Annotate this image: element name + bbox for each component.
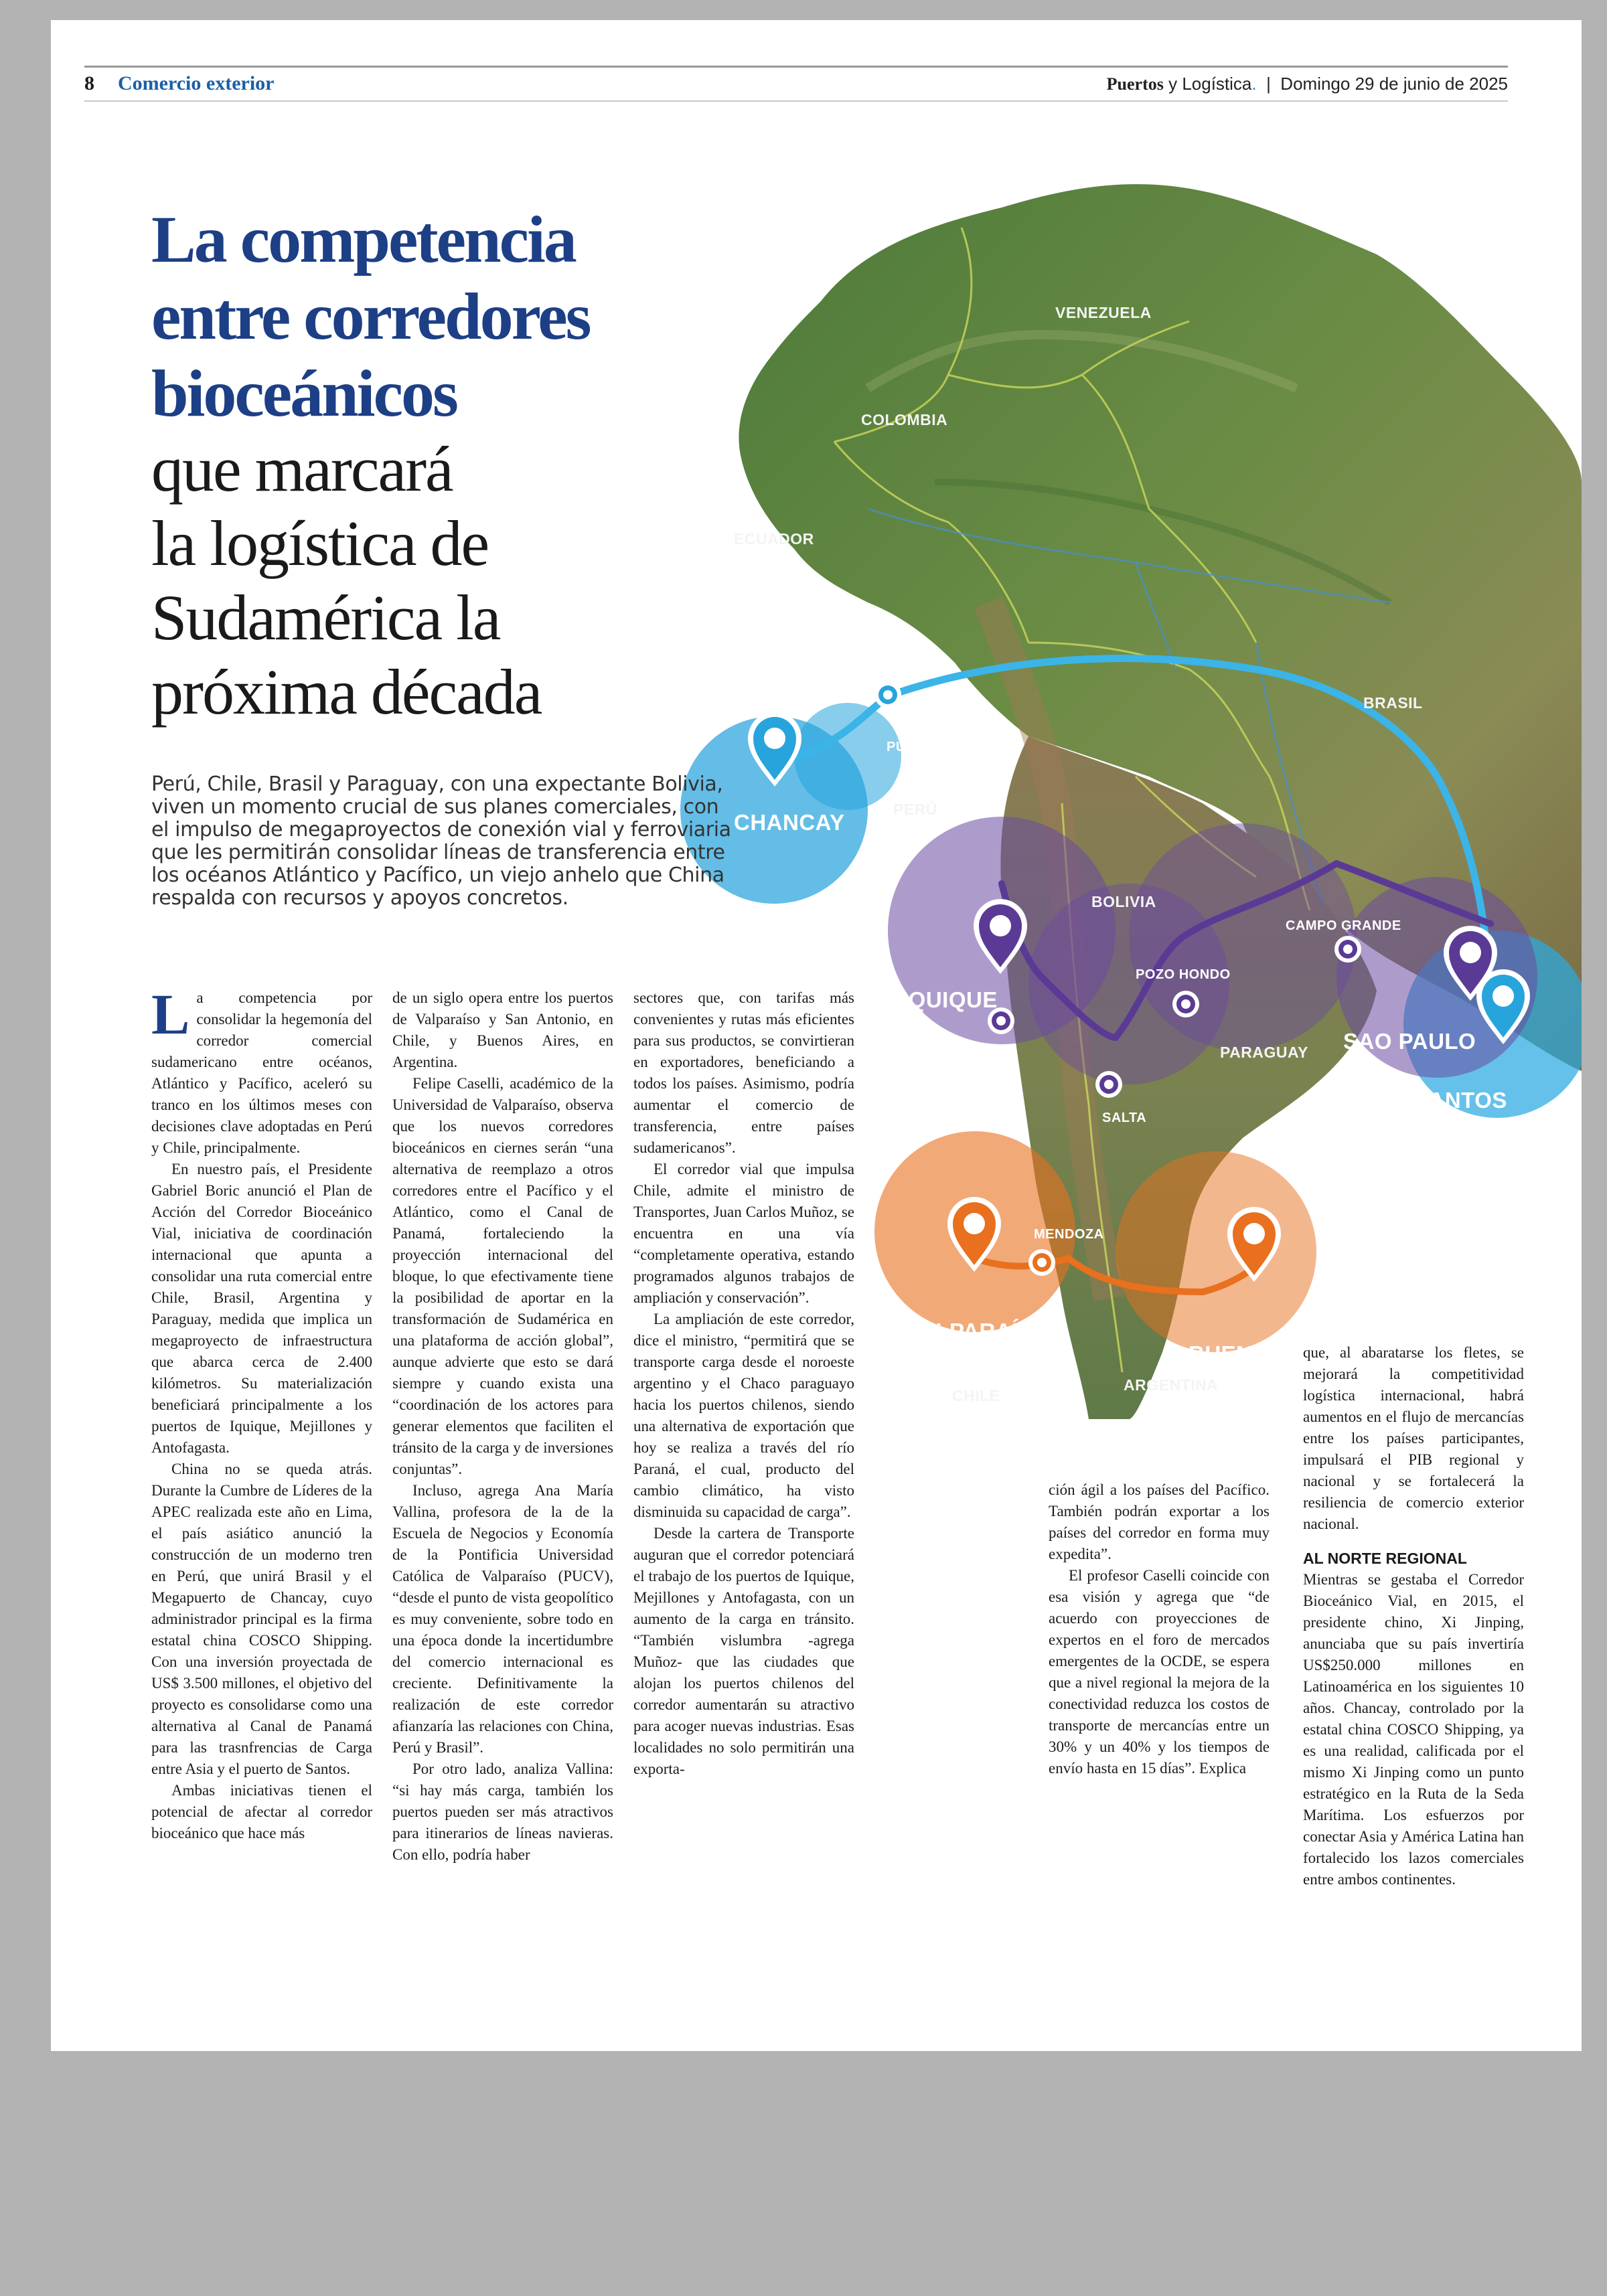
paragraph: Felipe Caselli, académico de la Universidad de Valparaíso, observa que los nuevos corredores bioceánicos en ciernes serán “una alternativa de reemplazo a otros corredores entre el Pacífico y el Atlántico, como el Canal de Panamá, fortaleciendo la proyección internacional del bloque, lo que efectivamente tiene la posibilidad de aportar en la transformación de Sudamérica en una plataforma de acción global”, aunque advierte que esto se dará siempre y cuando exista una “coordinación de los actores para generar elementos que faciliten el tránsito de la carga y de inversiones conjuntas”. xyxy=(392,1075,613,1477)
body-column-5 xyxy=(1303,1342,1524,1890)
label-mendoza: MENDOZA xyxy=(1034,1227,1104,1242)
pin-salta xyxy=(1095,1071,1122,1098)
subhead: AL NORTE REGIONAL xyxy=(1303,1550,1467,1567)
paragraph: En nuestro país, el Presidente Gabriel Boric anunció el Plan de Acción del Corredor Bioceánico Vial, iniciativa de coordinación internacional que apunta a consolidar una ruta comercial entre Chile, Brasil, Argentina y Paraguay, medida que implica un megaproyecto de infraestructura que abarca cerca de 2.400 kilómetros. Su materialización beneficiará principalmente a los puertos de Iquique, Mejillones y Antofagasta. xyxy=(151,1161,372,1456)
headline-line-3: bioceánicos xyxy=(151,356,457,430)
label-brasil: BRASIL xyxy=(1363,694,1423,712)
publication-dot: . xyxy=(1251,74,1257,94)
label-chancay: CHANCAY xyxy=(734,810,845,835)
label-sao-paulo: SAO PAULO xyxy=(1343,1029,1476,1054)
headline-line-4: que marcará xyxy=(151,433,453,505)
label-pucallpa: PUCALLPA xyxy=(887,740,962,754)
headline-line-1: La competencia xyxy=(151,202,575,276)
label-bolivia: BOLIVIA xyxy=(1091,893,1156,910)
buenos-aires-zone xyxy=(1116,1151,1316,1352)
headline-line-5: la logística de xyxy=(151,507,489,579)
header-rule xyxy=(84,66,1508,68)
label-buenos-aires: BUENOS AIRES xyxy=(1189,1341,1360,1366)
publication-name: Puertos xyxy=(1106,74,1164,94)
paragraph: El corredor vial que impulsa Chile, admite el ministro de Transportes, Juan Carlos Muñoz, se encuentra en una vía “completamente operativa, estando programados algunos trabajos de ampliación y conservación”. xyxy=(633,1161,854,1306)
pin-pozo-hondo xyxy=(1172,991,1199,1017)
headline-line-2: entre corredores xyxy=(151,279,590,353)
pin-campo-grande xyxy=(1334,936,1361,963)
paragraph: Ambas iniciativas tienen el potencial de afectar al corredor bioceánico que hace más xyxy=(151,1782,372,1841)
label-salta: SALTA xyxy=(1102,1111,1147,1125)
label-peru: PERÚ xyxy=(893,801,937,818)
paragraph: El profesor Caselli coincide con esa visión y agrega que “de acuerdo con proyecciones de expertos en el foro de mercados emergentes de la OCDE, se espera que a nivel regional la mejora de la conectividad reduzca los costos de transporte de mercancías entre un 30% y un 40% y los tiempos de envío hasta en 15 días”. Explica xyxy=(1049,1567,1270,1777)
publication-name-rest: y Logística xyxy=(1168,74,1252,94)
pucallpa-zone xyxy=(794,703,901,810)
paragraph: Desde la cartera de Transporte auguran que el corredor potenciará el trabajo de los puertos de Iquique, Mejillones y Antofagasta, con un aumento de la carga en tránsito. “También vislumbra -agrega Muñoz- que las ciudades que alojan los puertos chilenos del corredor aumentarán su atractivo para acoger nuevas industrias. Esas localidades no solo permitirán una exporta- xyxy=(633,1525,854,1777)
label-iquique: IQUIQUE xyxy=(902,987,998,1012)
paragraph: sectores que, con tarifas más convenientes y rutas más eficientes para sus productos, se convirtieran en exportadores, beneficiando a todos los países. Asimismo, podría aumentar el comercio de transferencia, entre países sudamericanos”. xyxy=(633,989,854,1156)
drop-cap: L xyxy=(151,982,190,1046)
label-ecuador: ECUADOR xyxy=(734,530,814,548)
publication-info: Puertos y Logística. | Domingo 29 de junio de 2025 xyxy=(1106,74,1508,94)
body-column-3 xyxy=(633,987,854,1780)
headline-line-6: Sudamérica la xyxy=(151,582,500,653)
pin-mendoza xyxy=(1028,1249,1055,1276)
label-campo-grande: CAMPO GRANDE xyxy=(1286,918,1401,933)
label-chile: CHILE xyxy=(952,1387,1000,1404)
label-paraguay: PARAGUAY xyxy=(1220,1044,1308,1061)
headline-line-7: próxima década xyxy=(151,656,542,728)
newspaper-page xyxy=(51,20,1582,2051)
body-column-4 xyxy=(1049,1479,1270,1779)
paragraph: La ampliación de este corredor, dice el ministro, “permitirá que se transporte carga desde el noroeste argentino y el Chaco paraguayo hacia los puertos chilenos, siendo una alternativa de exportación que hoy se realiza a través del río Paraná, el cual, producto del cambio climático, ha visto disminuida su capacidad de carga”. xyxy=(633,1311,854,1520)
paragraph: Por otro lado, analiza Vallina: “si hay más carga, también los puertos pueden ser más atractivos para itinerarios de líneas navieras. Con ello, podría haber xyxy=(392,1760,613,1863)
label-mejillones: MEJILLONES xyxy=(915,1048,1004,1063)
issue-date: Domingo 29 de junio de 2025 xyxy=(1280,74,1508,94)
label-santos: SANTOS xyxy=(1413,1088,1507,1113)
paragraph xyxy=(151,982,372,1159)
lead-paragraph: Perú, Chile, Brasil y Paraguay, con una expectante Bolivia, viven un momento crucial de sus planes comerciales, con el impulso de megaproyectos de conexión vial y ferroviaria que les permitirán consolidar líneas de transferencia entre los océanos Atlántico y Pacífico, un viejo anhelo que China respalda con recursos y apoyos concretos. xyxy=(151,772,731,910)
body-column-2 xyxy=(392,987,613,1866)
paragraph: ción ágil a los países del Pacífico. También podrán exportar a los países del corredor en forma muy expedita”. xyxy=(1049,1481,1270,1562)
salta-zone xyxy=(1028,884,1229,1084)
label-pozo-hondo: POZO HONDO xyxy=(1136,967,1231,982)
label-colombia: COLOMBIA xyxy=(861,411,948,428)
paragraph: de un siglo opera entre los puertos de Valparaíso y San Antonio, en Chile, y Buenos Aires, en Argentina. xyxy=(392,989,613,1070)
label-argentina: ARGENTINA xyxy=(1124,1376,1219,1394)
paragraph: que, al abaratarse los fletes, se mejorará la competitividad logística internacional, habrá aumentos en el flujo de mercancías entre los países participantes, impulsará el PIB regional y nacional y se fortalecerá la resiliencia de comercio exterior nacional. xyxy=(1303,1344,1524,1532)
headline xyxy=(151,201,754,729)
paragraph: China no se queda atrás. Durante la Cumbre de Líderes de la APEC realizada este año en Lima, el país asiático anunció la construcción de un moderno tren en Perú, que unirá Brasil y el Megapuerto de Chancay, cuyo administrador principal es la firma estatal china COSCO Shipping. Con una inversión proyectada de US$ 3.500 millones, el objetivo del proyecto es consolidarse como una alternativa al Canal de Panamá para las trasnfrencias de Carga entre Asia y el puerto de Santos. xyxy=(151,1461,372,1777)
paragraph: Incluso, agrega Ana María Vallina, profesora de la de la Escuela de Negocios y Economía de la Pontificia Universidad Católica de Valparaíso (PUCV), “desde el punto de vista geopolítico es muy conveniente, sobre todo en una época donde la incertidumbre del comercio internacional es creciente. Definitivamente la realización de este corredor afianzaría las relaciones con China, Perú y Brasil”. xyxy=(392,1482,613,1756)
header-rule-bottom xyxy=(84,100,1508,102)
paragraph: Mientras se gestaba el Corredor Bioceánico Vial, en 2015, el presidente chino, Xi Jinping, anunciaba que su país invertiría US$250.000 millones en Latinoamérica en los siguientes 10 años. Chancay, controlado por la estatal china COSCO Shipping, ya es una realidad, calificada por el mismo Xi Jinping como un punto estratégico en la Ruta de la Seda Marítima. Los esfuerzos por conectar Asia y América Latina han fortalecido los lazos comerciales entre ambos continentes. xyxy=(1303,1571,1524,1888)
label-valparaiso: VALPARAÍSO xyxy=(906,1319,1051,1343)
paragraph-text: a competencia por consolidar la hegemonía del corredor comercial sudamericano entre océanos, Atlántico y Pacífico, aceleró su tranco en los últimos meses con decisiones clave adoptadas en Perú y Chile, principalmente. xyxy=(151,989,372,1156)
page-number: 8 xyxy=(84,72,94,94)
label-venezuela: VENEZUELA xyxy=(1055,304,1152,321)
pin-pucallpa xyxy=(874,681,901,708)
section-title: Comercio exterior xyxy=(118,72,275,94)
body-column-1 xyxy=(151,982,372,1844)
